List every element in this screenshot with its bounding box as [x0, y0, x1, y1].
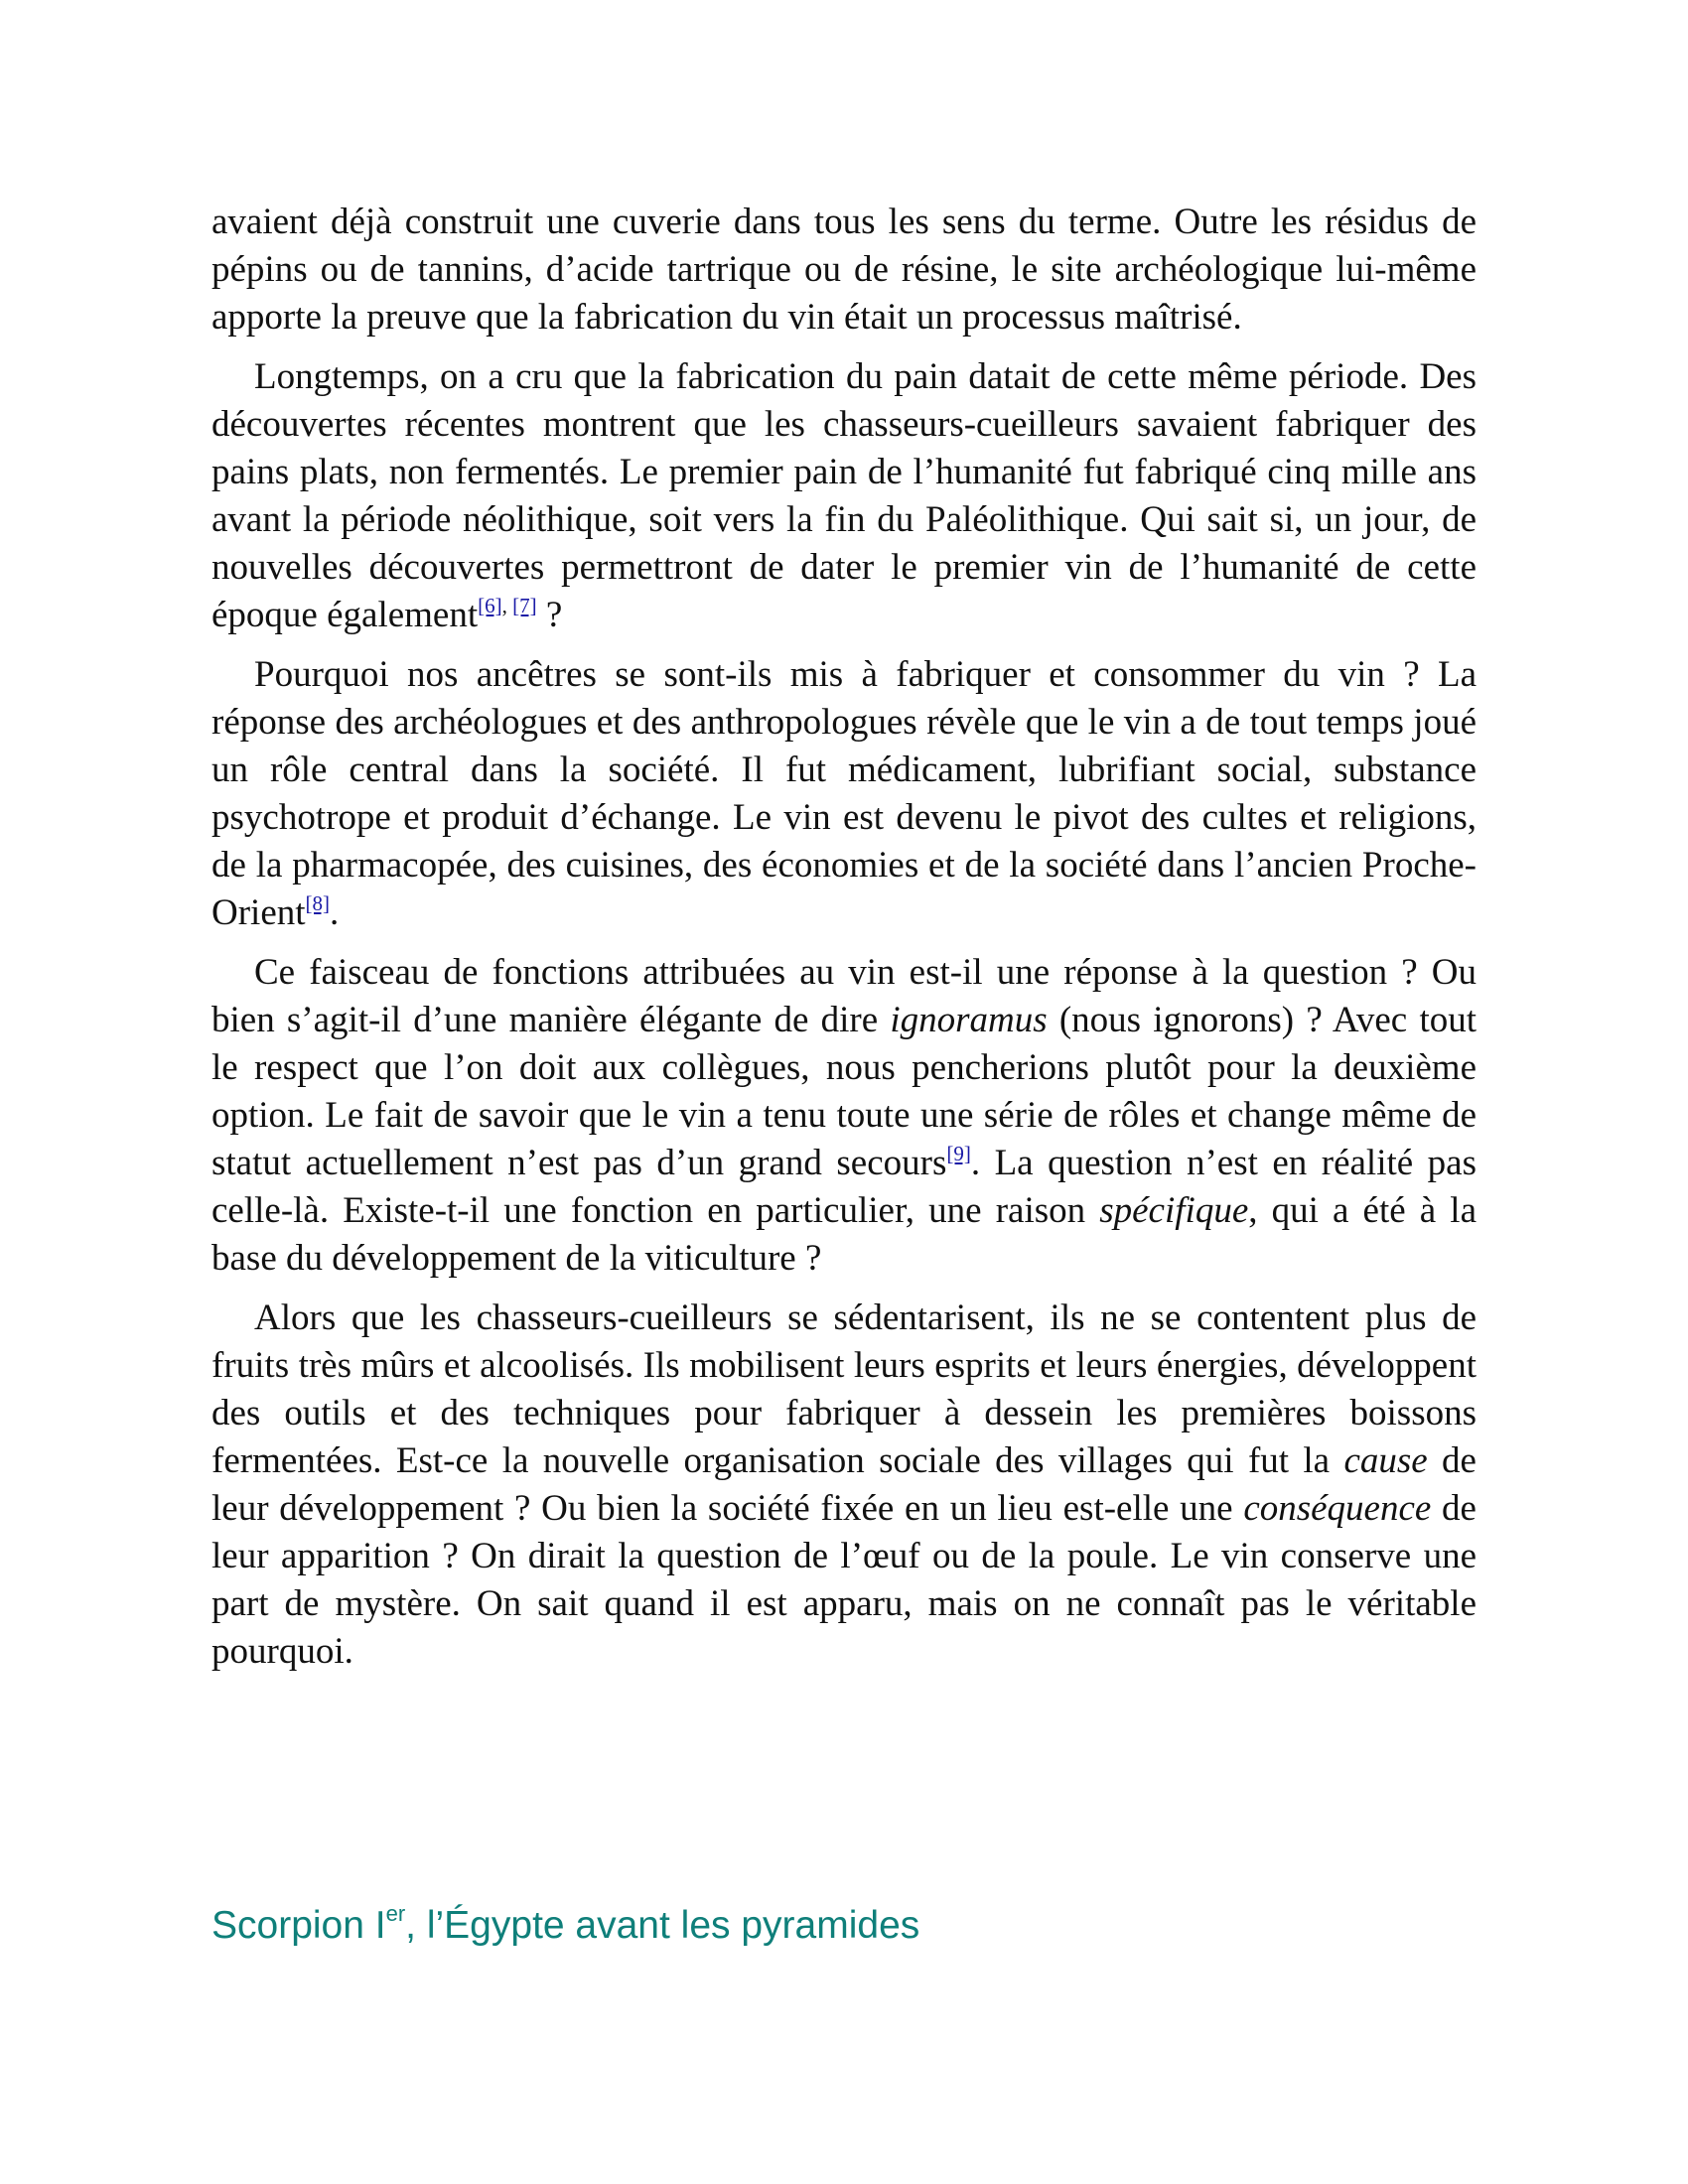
- paragraph-4-text-a: Ce faisceau de fonctions attribuées au vin est-il une réponse à la question ? Ou bien s’agit-il d’une manière élégante de dire: [211, 952, 1477, 1040]
- footnote-link-7[interactable]: [7]: [512, 594, 537, 617]
- paragraph-1: [211, 199, 1477, 341]
- section-heading-superscript: er: [385, 1901, 406, 1926]
- italic-consequence: conséquence: [1243, 1488, 1432, 1529]
- paragraph-5-text-a: Alors que les chasseurs-cueilleurs se sédentarisent, ils ne se contentent plus de fruits très mûrs et alcoolisés. Ils mobilisent leurs esprits et leurs énergies, développent des outils et des techniques pour fabriquer à dessein les premières boissons fermentées. Est-ce la nouvelle organisation sociale des villages qui fut la: [211, 1297, 1477, 1481]
- paragraph-4-text-b: (nous ignorons) ? Avec tout le respect que l’on doit aux collègues, nous pencherions plutôt pour la deuxième option. Le fait de savoir que le vin a tenu toute une série de rôles et change même de statut actuellement n’est pas d’un grand secours: [211, 1000, 1477, 1183]
- paragraph-5: [211, 1295, 1477, 1676]
- paragraph-3: [211, 651, 1477, 937]
- document-body: [211, 199, 1477, 1688]
- section-heading-text-b: , l’Égypte avant les pyramides: [405, 1904, 920, 1947]
- paragraph-5-text-c: de leur apparition ? On dirait la question de l’œuf ou de la poule. Le vin conserve une part de mystère. On sait quand il est apparu, mais on ne connaît pas le véritable pourquoi.: [211, 1488, 1477, 1672]
- paragraph-4: [211, 949, 1477, 1283]
- footnote-link-9[interactable]: [9]: [946, 1142, 971, 1165]
- section-heading: [211, 1902, 1477, 1950]
- italic-ignoramus: ignoramus: [890, 1000, 1048, 1040]
- footnote-separator: ,: [501, 594, 513, 617]
- paragraph-4-text-d: , qui a été à la base du développement de la viticulture ?: [211, 1190, 1477, 1279]
- paragraph-1-text: avaient déjà construit une cuverie dans tous les sens du terme. Outre les résidus de pépins ou de tannins, d’acide tartrique ou de résine, le site archéologique lui-même apporte la preuve que la fabrication du vin était un processus maîtrisé.: [211, 202, 1477, 338]
- italic-specifique: spécifique: [1099, 1190, 1249, 1231]
- footnote-link-6[interactable]: [6]: [478, 594, 502, 617]
- paragraph-5-text-b: de leur développement ? Ou bien la société fixée en un lieu est-elle une: [211, 1440, 1477, 1529]
- paragraph-3-text-a: Pourquoi nos ancêtres se sont-ils mis à fabriquer et consommer du vin ? La réponse des archéologues et des anthropologues révèle que le vin a de tout temps joué un rôle central dans la société. Il fut médicament, lubrifiant social, substance psychotrope et produit d’échange. Le vin est devenu le pivot des cultes et religions, de la pharmacopée, des cuisines, des économies et de la société dans l’ancien Proche-Orient: [211, 654, 1477, 933]
- paragraph-4-text-c: . La question n’est en réalité pas celle-là. Existe-t-il une fonction en particulier, une raison: [211, 1143, 1477, 1231]
- paragraph-3-text-b: .: [330, 892, 340, 933]
- section-heading-text-a: Scorpion I: [211, 1904, 386, 1947]
- italic-cause: cause: [1343, 1440, 1428, 1481]
- paragraph-2-text-b: ?: [536, 595, 563, 635]
- paragraph-2: [211, 353, 1477, 639]
- footnote-link-8[interactable]: [8]: [305, 891, 331, 915]
- paragraph-2-text-a: Longtemps, on a cru que la fabrication du pain datait de cette même période. Des découvertes récentes montrent que les chasseurs-cueilleurs savaient fabriquer des pains plats, non fermentés. Le premier pain de l’humanité fut fabriqué cinq mille ans avant la période néolithique, soit vers la fin du Paléolithique. Qui sait si, un jour, de nouvelles découvertes permettront de dater le premier vin de l’humanité de cette époque également: [211, 356, 1477, 635]
